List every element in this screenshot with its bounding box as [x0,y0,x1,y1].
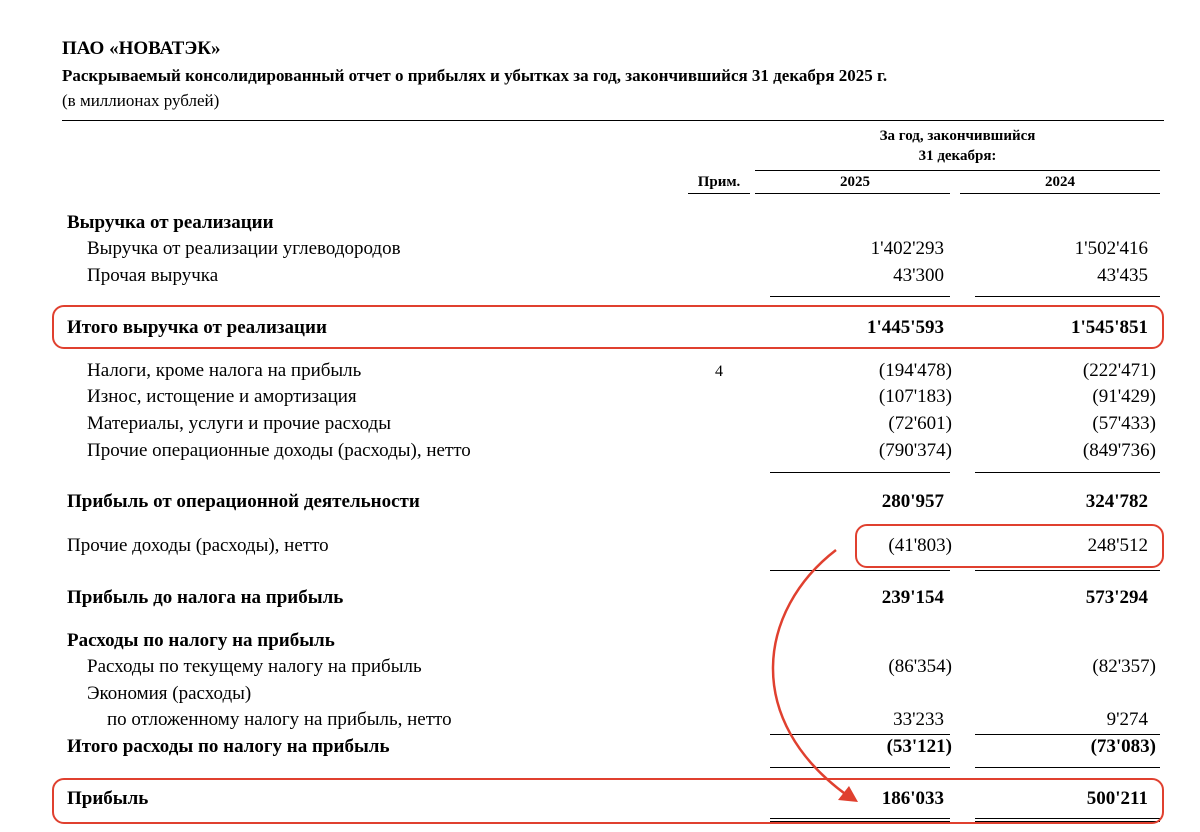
period-header-line1: За год, закончившийся [879,128,1036,144]
row-label: Прочая выручка [87,265,219,286]
row-value-2024: (849'736) [1082,440,1156,461]
row-value-2024: 43'435 [1097,265,1148,286]
row-value-2025: (790'374) [878,440,952,461]
units-note: (в миллионах рублей) [62,91,220,110]
row-value-2024: 500'211 [1086,788,1148,809]
year-2024-header: 2024 [1045,174,1075,190]
row-label: Прибыль от операционной деятельности [67,491,420,512]
year-2025-header: 2025 [840,174,870,190]
row-value-2025: 1'445'593 [866,317,944,338]
row-note-ref: 4 [715,363,723,380]
row-value-2024: 1'502'416 [1074,238,1148,259]
row-label: Экономия (расходы) [87,683,252,704]
row-value-2024: 248'512 [1087,535,1148,556]
row-value-2025: (72'601) [888,413,952,434]
row-value-2025: 43'300 [893,265,944,286]
row-value-2025: (41'803) [888,535,952,556]
row-label: Износ, истощение и амортизация [87,386,357,407]
row-value-2025: 33'233 [893,709,944,730]
row-label: по отложенному налогу на прибыль, нетто [107,709,452,730]
row-value-2024: (222'471) [1082,360,1156,381]
row-value-2024: 1'545'851 [1070,317,1148,338]
row-value-2024: 324'782 [1085,491,1148,512]
note-column-header: Прим. [697,174,741,190]
row-value-2025: 239'154 [881,587,944,608]
row-value-2024: 9'274 [1106,709,1148,730]
row-value-2025: (107'183) [878,386,952,407]
row-value-2024: (91'429) [1092,386,1156,407]
row-value-2025: (86'354) [888,656,952,677]
section-income-tax-heading: Расходы по налогу на прибыль [67,630,335,651]
section-revenue-heading: Выручка от реализации [67,212,274,233]
row-value-2025: 1'402'293 [870,238,944,259]
row-label: Итого расходы по налогу на прибыль [67,736,390,757]
period-header-line2: 31 декабря: [918,148,997,164]
row-value-2025: 186'033 [881,788,944,809]
row-label: Материалы, услуги и прочие расходы [87,413,391,434]
row-value-2024: (82'357) [1092,656,1156,677]
company-name: ПАО «НОВАТЭК» [62,38,221,59]
row-label: Расходы по текущему налогу на прибыль [87,656,422,677]
row-label: Прочие доходы (расходы), нетто [67,535,329,556]
row-label: Выручка от реализации углеводородов [87,238,401,259]
row-value-2024: (73'083) [1090,736,1156,757]
row-value-2025: (53'121) [886,736,952,757]
row-value-2024: 573'294 [1085,587,1148,608]
row-value-2024: (57'433) [1092,413,1156,434]
row-value-2025: (194'478) [878,360,952,381]
row-value-2025: 280'957 [881,491,944,512]
row-label: Прибыль [67,788,149,809]
row-label: Прибыль до налога на прибыль [67,587,344,608]
row-label: Прочие операционные доходы (расходы), нетто [87,440,471,461]
report-title: Раскрываемый консолидированный отчет о прибылях и убытках за год, закончившийся 31 декабря 2025 г. [62,66,888,85]
row-label: Налоги, кроме налога на прибыль [87,360,362,381]
row-label: Итого выручка от реализации [67,317,327,338]
